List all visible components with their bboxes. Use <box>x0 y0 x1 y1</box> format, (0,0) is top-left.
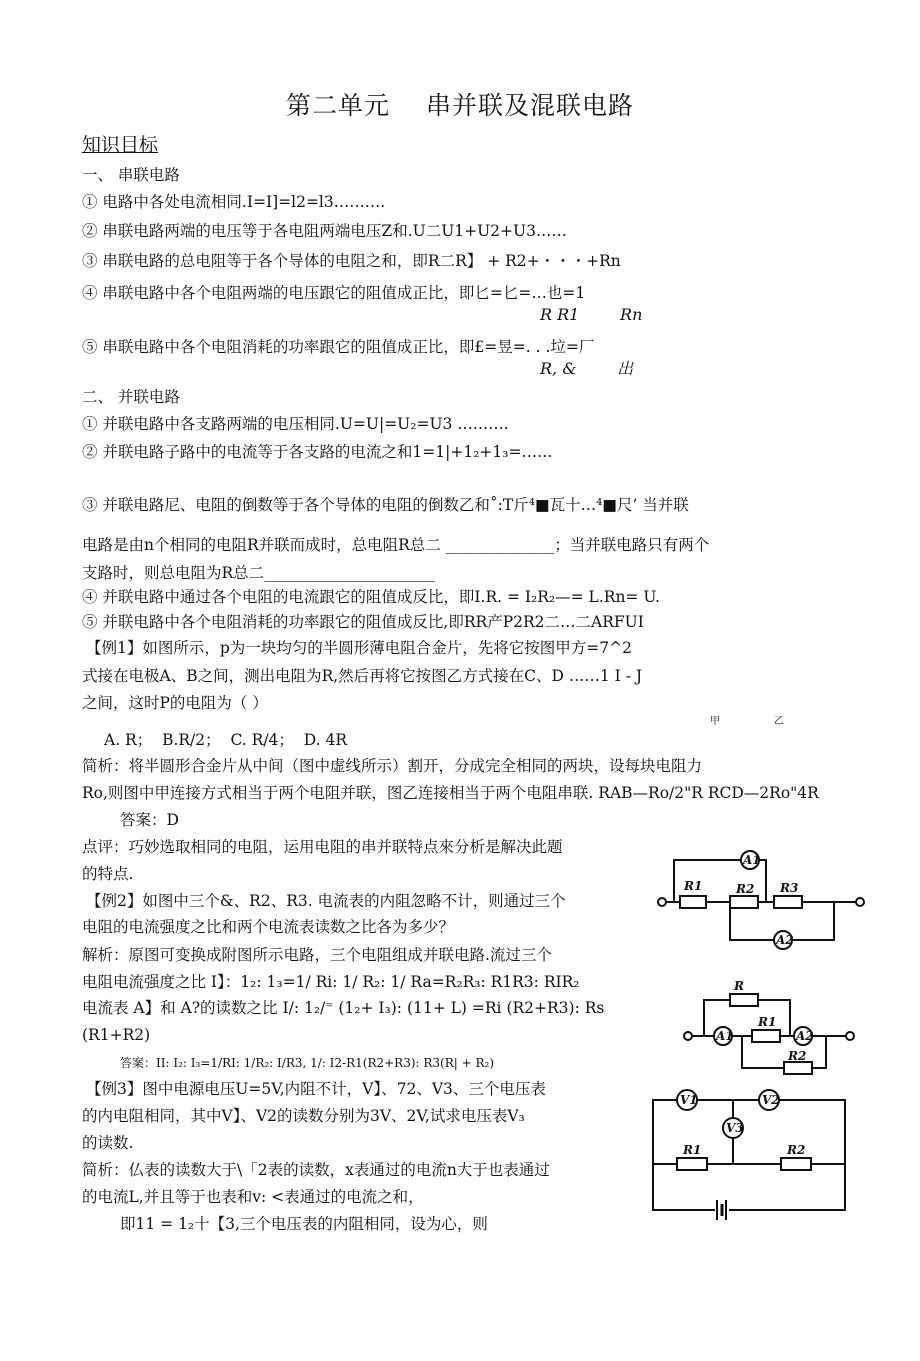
page-title <box>0 86 920 122</box>
text-line: Ro,则图中甲连接方式相当于两个电阻并联，图乙连接相当于两个电阻串联. RAB—Ro/2"R RCD—2Ro"4R <box>82 784 819 802</box>
text-line: 支路时，则总电阻为R总二______________________ <box>82 564 435 582</box>
text-line: 即11 = 1₂十【3,三个电压表的内阻相同，设为心，则 <box>120 1215 488 1233</box>
ammeter-a2-icon: A2 <box>776 933 794 947</box>
text-line: 电流表 A】和 A?的读数之比 I/: 1₂/⁼ (1₂+ I₃): (11+ L) =Ri (R2+R3): Rs <box>82 999 605 1017</box>
label-r2: R2 <box>787 1143 806 1157</box>
circuit-diagram-2 <box>680 972 855 1077</box>
ammeter-a1-icon: A1 <box>716 1029 734 1043</box>
text-line: 点评：巧妙选取相同的电阻，运用电阻的串并联特点來分析是解决此题 <box>82 838 563 856</box>
text-line: ⑤ 串联电路中各个电阻消耗的功率跟它的阻值成正比，即£=昱=. . .垃=厂 <box>82 338 595 356</box>
text-line: 电阻电流强度之比 I】：1₂: 1₃=1/ Ri: 1/ R₂: 1/ Ra=R₂R₃: R1R3: RIR₂ <box>82 973 580 991</box>
ammeter-a1-icon: A1 <box>743 853 761 867</box>
label-r2: R2 <box>788 1049 807 1063</box>
figure-labels: 甲 乙 <box>710 716 785 727</box>
label-r: R <box>734 979 744 993</box>
text-line: 二、 并联电路 <box>82 388 180 406</box>
label-r1: R1 <box>684 879 703 893</box>
text-line: 简析：将半圆形合金片从中间（图中虚线所示）割开，分成完全相同的两块，设每块电阻力 <box>82 757 703 775</box>
topic-title: 串并联及混联电路 <box>426 91 635 120</box>
section-heading: 知识目标 <box>82 134 159 156</box>
answer-choices: A. R； B.R/2； C. R/4； D. 4R <box>104 731 348 749</box>
text-line: ③ 并联电路尼、电阻的倒数等于各个导体的电阻的倒数乙和˚:T斤⁴■瓦十…⁴■尺’ 当并联 <box>82 496 689 514</box>
voltmeter-v2-icon: V2 <box>762 1093 780 1107</box>
text-line: 的内电阻相同，其中V】、V2的读数分别为3V、2V,试求电压表V₃ <box>82 1107 525 1125</box>
formula-subscript: R R1 Rn <box>540 305 643 324</box>
circuit-diagram-1 <box>650 850 870 950</box>
voltmeter-v1-icon: V1 <box>680 1093 698 1107</box>
text-line: ② 串联电路两端的电压等于各电阻两端电压Z和.U二U1+U2+U3…… <box>82 222 567 240</box>
label-r2: R2 <box>736 882 755 896</box>
text-line: ④ 串联电路中各个电阻两端的电压跟它的阻值成正比，即匕=匕=…也=1 <box>82 284 586 302</box>
text-line: 的读数. <box>82 1134 134 1152</box>
text-line: 一、 串联电路 <box>82 166 180 184</box>
formula-subscript: R, & 出 <box>540 359 634 378</box>
label-r1: R1 <box>683 1143 702 1157</box>
text-line: 电阻的电流强度之比和两个电流表读数之比各为多少？ <box>82 918 455 936</box>
example-2: 【例2】如图中三个&、R2、R3. 电流表的内阻忽略不计，则通过三个 <box>86 892 566 910</box>
text-line: 式接在电极A、B之间，测出电阻为R,然后再将它按图乙方式接在C、D ……1 I - J <box>82 667 643 685</box>
unit-title: 第二单元 <box>285 91 390 120</box>
label-r3: R3 <box>780 881 799 895</box>
text-line: 解析：原图可变换成附图所示电路，三个电阻组成并联电路.流过三个 <box>82 946 552 964</box>
example-1: 【例1】如图所示，p为一块均匀的半圆形薄电阻合金片，先将它按图甲方=7^2 <box>86 639 632 657</box>
text-line: (R1+R2) <box>82 1026 151 1044</box>
text-line: 电路是由n个相同的电阻R并联而成时，总电阻R总二 ______________；当并联电路只有两个 <box>82 536 710 554</box>
text-line: 之间，这时P的电阻为（ ） <box>82 694 268 712</box>
text-line: 的电流L,并且等于也表和v: <表通过的电流之和， <box>82 1188 424 1206</box>
ammeter-a2-icon: A2 <box>796 1029 814 1043</box>
circuit-diagram-3 <box>645 1080 855 1220</box>
answer: 答案：D <box>120 811 179 829</box>
answer: 答案：II: I₂: I₃=1/RI: 1/R₂: I/R3, 1/: I2-R1(R2+R3): R3(R| + R₂) <box>120 1056 495 1070</box>
text-line: 简析：仏表的读数大于\「2表的读数，x表通过的电流n大于也表通过 <box>82 1161 550 1179</box>
text-line: ① 电路中各处电流相同.I=I]=l2=l3………. <box>82 193 386 211</box>
text-line: ⑤ 并联电路中各个电阻消耗的功率跟它的阻值成反比,即RR产P2R2二…二ARFUI <box>82 613 644 631</box>
text-line: ② 并联电路子路中的电流等于各支路的电流之和1=1|+1₂+1₃=…… <box>82 443 553 461</box>
label-r1: R1 <box>758 1015 777 1029</box>
text-line: ① 并联电路中各支路两端的电压相同.U=U|=U₂=U3 ………. <box>82 415 509 433</box>
text-line: ③ 串联电路的总电阻等于各个导体的电阻之和，即R二R】 + R2+・・・+Rn <box>82 252 621 270</box>
example-3: 【例3】图中电源电压U=5V,内阻不计，V】、72、V3、三个电压表 <box>86 1080 546 1098</box>
text-line: ④ 并联电路中通过各个电阻的电流跟它的阻值成反比，即I.R. = I₂R₂—= L.Rn= U. <box>82 588 660 606</box>
voltmeter-v3-icon: V3 <box>726 1121 744 1135</box>
text-line: 的特点. <box>82 865 134 883</box>
